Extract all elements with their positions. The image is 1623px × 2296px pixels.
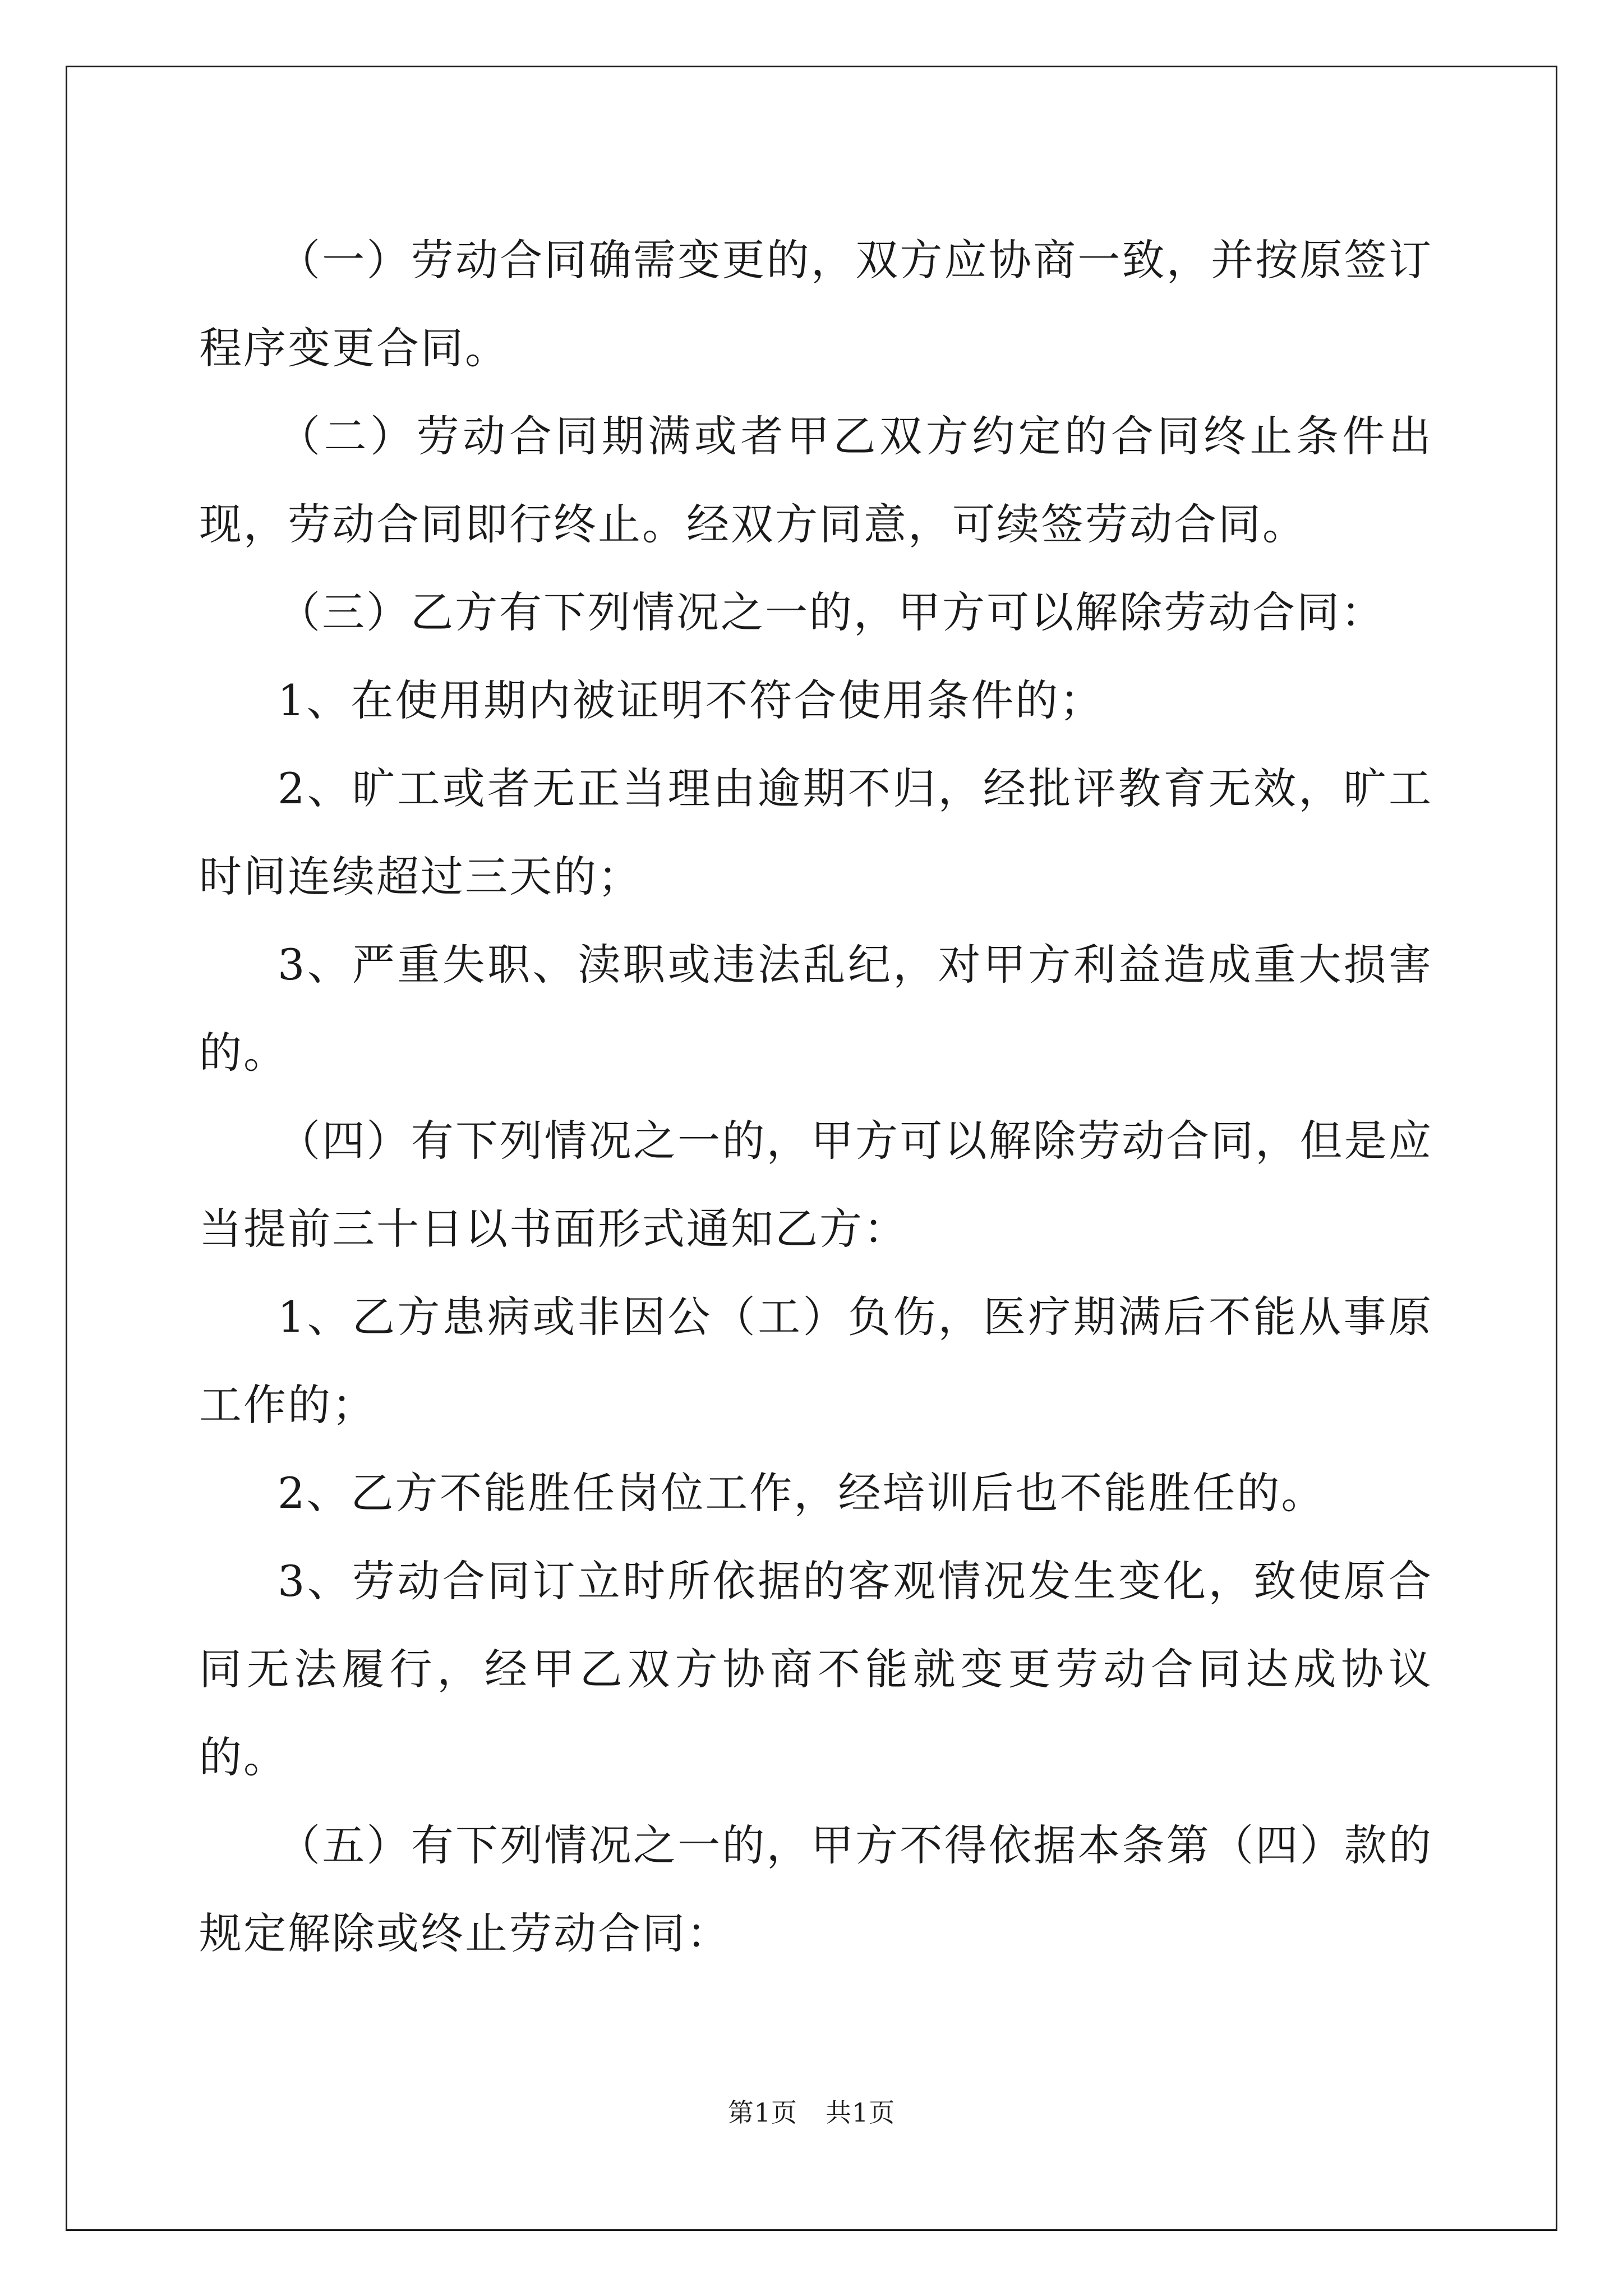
page-footer [0, 2092, 1623, 2129]
page-number: 第1页 [727, 2097, 797, 2128]
paragraph: 1、乙方患病或非因公（工）负伤，医疗期满后不能从事原工作的； [199, 1292, 1433, 1430]
paragraph: （四）有下列情况之一的，甲方可以解除劳动合同，但是应当提前三十日以书面形式通知乙方： [199, 1116, 1433, 1254]
paragraph: （三）乙方有下列情况之一的，甲方可以解除劳动合同： [278, 587, 1385, 637]
document-body [199, 216, 1433, 1977]
paragraph: 3、严重失职、渎职或违法乱纪，对甲方利益造成重大损害的。 [199, 940, 1433, 1078]
paragraph: 3、劳动合同订立时所依据的客观情况发生变化，致使原合同无法履行，经甲乙双方协商不能就变更劳动合同达成协议的。 [199, 1556, 1433, 1782]
paragraph: 2、乙方不能胜任岗位工作，经培训后也不能胜任的。 [278, 1468, 1326, 1518]
paragraph: 2、旷工或者无正当理由逾期不归，经批评教育无效，旷工时间连续超过三天的； [199, 763, 1433, 901]
paragraph: （五）有下列情况之一的，甲方不得依据本条第（四）款的规定解除或终止劳动合同： [199, 1820, 1433, 1958]
page-total: 共1页 [826, 2097, 896, 2128]
paragraph: （二）劳动合同期满或者甲乙双方约定的合同终止条件出现，劳动合同即行终止。经双方同意，可续签劳动合同。 [199, 411, 1433, 549]
paragraph: （一）劳动合同确需变更的，双方应协商一致，并按原签订程序变更合同。 [199, 235, 1433, 373]
paragraph: 1、在使用期内被证明不符合使用条件的； [278, 675, 1104, 725]
